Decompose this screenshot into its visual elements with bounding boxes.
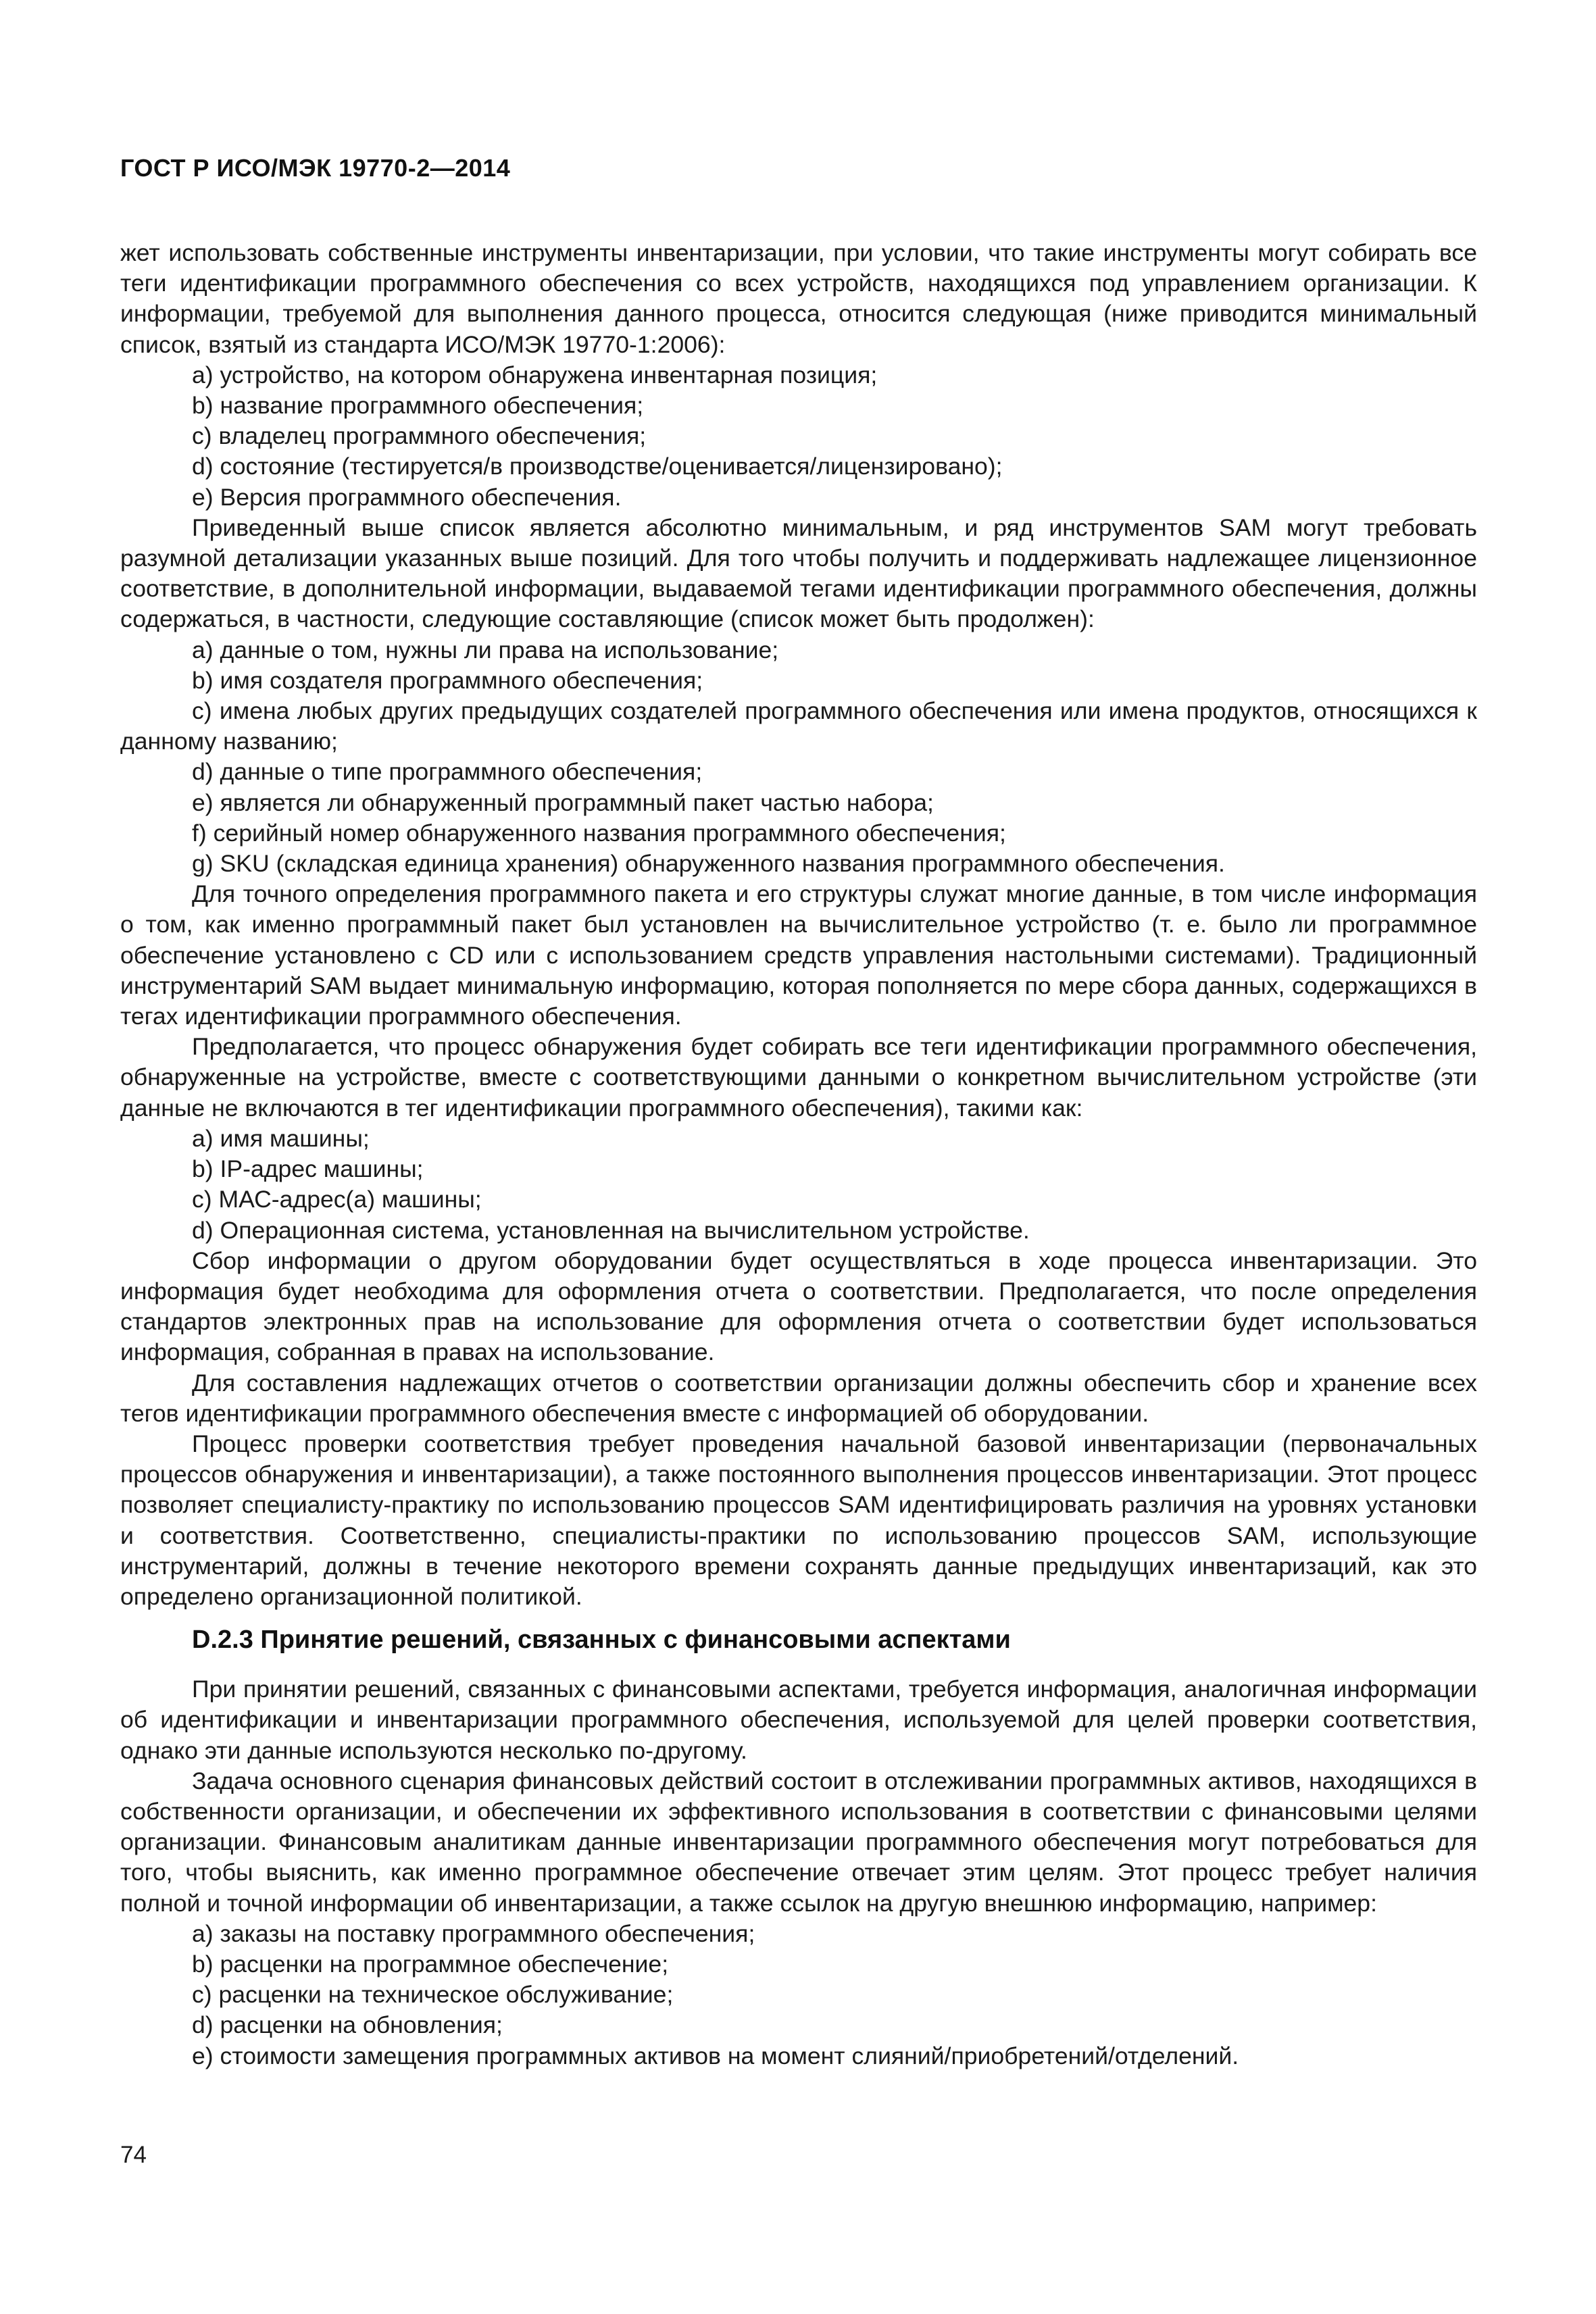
paragraph: Для точного определения программного пакета и его структуры служат многие данные, в том числе информация о том, как именно программный пакет был установлен на вычислительное устройство (т. е. было ли программное обеспечение установлено с CD или с использованием средств управления настольными системами). Традиционный инструментарий SAM выдает минимальную информацию, которая пополняется по мере сбора данных, содержащихся в тегах идентификации программного обеспечения. <box>120 880 1477 1030</box>
paragraph: жет использовать собственные инструменты инвентаризации, при условии, что такие инструменты могут собирать все теги идентификации программного обеспечения со всех устройств, находящихся под управлением организации. К информации, требуемой для выполнения данного процесса, относится следующая (ниже приводится минимальный список, взятый из стандарта ИСО/МЭК 19770-1:2006): <box>120 239 1477 358</box>
page-number: 74 <box>120 2142 147 2168</box>
list-item: d) Операционная система, установленная на вычислительном устройстве. <box>192 1216 1030 1244</box>
list-item: a) устройство, на котором обнаружена инвентарная позиция; <box>192 361 878 388</box>
list-item: b) имя создателя программного обеспечения; <box>192 666 703 694</box>
list-item: e) является ли обнаруженный программный пакет частью набора; <box>192 788 934 816</box>
list-item: e) Версия программного обеспечения. <box>192 483 622 511</box>
list-item: a) имя машины; <box>192 1124 370 1152</box>
paragraph: Сбор информации о другом оборудовании будет осуществляться в ходе процесса инвентаризации. Это информация будет необходима для оформления отчета о соответствии. Предполагается, что после определения стандартов электронных прав на использование для оформления отчета о соответствии будет использоваться информация, собранная в правах на использование. <box>120 1247 1477 1366</box>
list-item: d) расценки на обновления; <box>192 2011 503 2039</box>
list-item: g) SKU (складская единица хранения) обнаруженного названия программного обеспечения. <box>192 850 1225 878</box>
list-item: c) МАС-адрес(а) машины; <box>192 1186 482 1213</box>
list-item: b) IP-адрес машины; <box>192 1155 424 1183</box>
paragraph: Приведенный выше список является абсолютно минимальным, и ряд инструментов SAM могут требовать разумной детализации указанных выше позиций. Для того чтобы получить и поддерживать надлежащее лицензионное соответствие, в дополнительной информации, выдаваемой тегами идентификации программного обеспечения, должны содержаться, в частности, следующие составляющие (список может быть продолжен): <box>120 513 1477 633</box>
paragraph: Процесс проверки соответствия требует проведения начальной базовой инвентаризации (первоначальных процессов обнаружения и инвентаризации), а также постоянного выполнения процессов инвентаризации. Этот процесс позволяет специалисту-практику по использованию процессов SAM идентифицировать различия на уровнях установки и соответствия. Соответственно, специалисты-практики по использованию процессов SAM, использующие инструментарий, должны в течение некоторого времени сохранять данные предыдущих инвентаризаций, как это определено организационной политикой. <box>120 1430 1477 1610</box>
list-item: d) состояние (тестируется/в производстве/оценивается/лицензировано); <box>192 453 1003 480</box>
document-body <box>120 238 1477 2071</box>
list-item: f) серийный номер обнаруженного названия программного обеспечения; <box>192 819 1006 847</box>
list-item: c) владелец программного обеспечения; <box>192 422 647 450</box>
paragraph: Предполагается, что процесс обнаружения будет собирать все теги идентификации программного обеспечения, обнаруженные на устройстве, вместе с соответствующими данными о конкретном вычислительном устройстве (эти данные не включаются в тег идентификации программного обеспечения), такими как: <box>120 1033 1477 1122</box>
list-item: d) данные о типе программного обеспечения; <box>192 758 703 786</box>
list-item: a) заказы на поставку программного обеспечения; <box>192 1919 755 1947</box>
section-heading: D.2.3 Принятие решений, связанных с финансовыми аспектами <box>192 1626 1011 1655</box>
list-item: a) данные о том, нужны ли права на использование; <box>192 636 779 663</box>
list-item: b) расценки на программное обеспечение; <box>192 1950 669 1978</box>
paragraph: Задача основного сценария финансовых действий состоит в отслеживании программных активов, находящихся в собственности организации, и обеспечении их эффективного использования в соответствии с финансовыми целями организации. Финансовым аналитикам данные инвентаризации программного обеспечения могут потребоваться для того, чтобы выяснить, как именно программное обеспечение отвечает этим целям. Этот процесс требует наличия полной и точной информации об инвентаризации, а также ссылок на другую внешнюю информацию, например: <box>120 1767 1477 1917</box>
list-item: e) стоимости замещения программных активов на момент слияний/приобретений/отделений. <box>192 2042 1239 2069</box>
page-header: ГОСТ Р ИСО/МЭК 19770-2—2014 <box>120 154 511 182</box>
paragraph: Для составления надлежащих отчетов о соответствии организации должны обеспечить сбор и хранение всех тегов идентификации программного обеспечения вместе с информацией об оборудовании. <box>120 1369 1477 1427</box>
paragraph: c) имена любых других предыдущих создателей программного обеспечения или имена продуктов, относящихся к данному названию; <box>120 697 1477 755</box>
paragraph: При принятии решений, связанных с финансовыми аспектами, требуется информация, аналогичная информации об идентификации и инвентаризации программного обеспечения, используемой для целей проверки соответствия, однако эти данные используются несколько по-другому. <box>120 1676 1477 1764</box>
list-item: b) название программного обеспечения; <box>192 392 644 420</box>
list-item: c) расценки на техническое обслуживание; <box>192 1981 674 2009</box>
